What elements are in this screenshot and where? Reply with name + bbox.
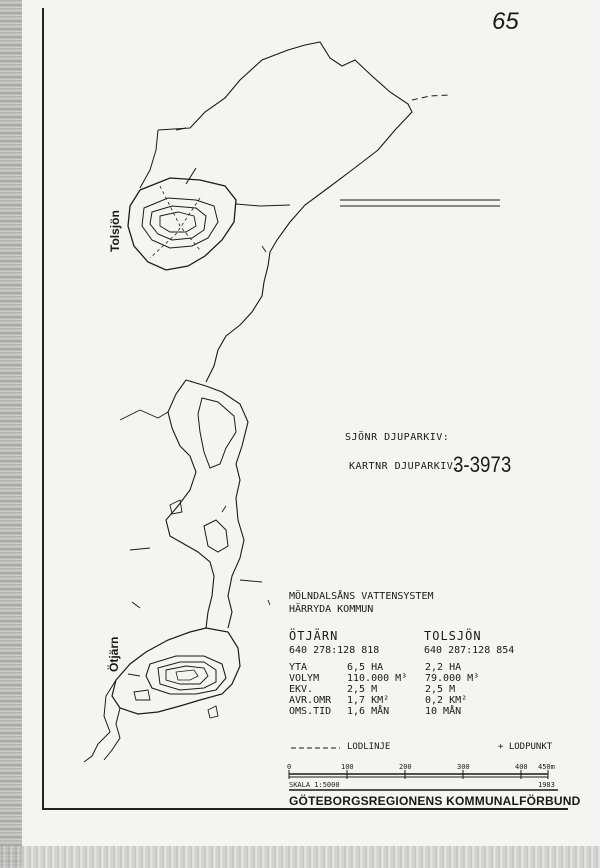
stat-tolsjon: 2,5 M: [425, 684, 456, 695]
scale-year: 1983: [538, 781, 555, 789]
shoreline: [158, 42, 412, 382]
municipality: HÄRRYDA KOMMUN: [289, 604, 374, 615]
tolsjon-lake: [128, 178, 236, 270]
stat-otjarn: 1,7 KM²: [347, 695, 390, 706]
tolsjon-inlet: [186, 168, 196, 184]
table-row: [289, 662, 479, 673]
stat-tolsjon: 79.000 M³: [425, 673, 480, 684]
stat-label: VOLYM: [289, 673, 320, 684]
tolsjon-outlet: [236, 204, 290, 206]
table-row: [289, 695, 479, 706]
tolsjon-outlet-double: [340, 200, 500, 206]
scale-tick-400: 400: [515, 763, 528, 771]
tolsjon-coords: 640 287:128 854: [424, 645, 515, 656]
shoreline-west: [140, 130, 158, 188]
lake-stats-table: [289, 662, 479, 717]
system-name: MÖLNDALSÅNS VATTENSYSTEM: [289, 591, 434, 602]
kartnr-value: 3-3973: [453, 452, 512, 477]
stat-otjarn: 6,5 HA: [347, 662, 384, 673]
page-number: 65: [492, 8, 519, 35]
scale-tick-450: 450m: [538, 763, 555, 771]
table-row: [289, 706, 479, 717]
scale-tick-200: 200: [399, 763, 412, 771]
stat-label: AVR.OMR: [289, 695, 332, 706]
stat-otjarn: 110.000 M³: [347, 673, 408, 684]
middle-ponds: [120, 380, 248, 628]
stat-otjarn: 2,5 M: [347, 684, 378, 695]
shoreline-north: [412, 95, 450, 100]
legend-lodlinje: LODLINJE: [347, 742, 391, 752]
otjarn-coords: 640 278:128 818: [289, 645, 380, 656]
stat-tolsjon: 10 MÅN: [425, 706, 462, 717]
stat-otjarn: 1,6 MÅN: [347, 706, 390, 717]
stat-tolsjon: 0,2 KM²: [425, 695, 468, 706]
tolsjon-map-label: Tolsjön: [108, 210, 122, 252]
table-row: [289, 673, 479, 684]
kartnr-label: KARTNR DJUPARKIV:: [349, 461, 460, 472]
north-stream-bits: [176, 128, 266, 252]
tolsjon-heading: TOLSJÖN: [424, 629, 482, 643]
stat-label: YTA: [289, 662, 308, 673]
scale-tick-100: 100: [341, 763, 354, 771]
scale-tick-300: 300: [457, 763, 470, 771]
stat-label: EKV.: [289, 684, 314, 695]
stat-tolsjon: 2,2 HA: [425, 662, 462, 673]
scale-tick-0: 0: [287, 763, 292, 771]
legend-lodpunkt: + LODPUNKT: [498, 742, 553, 752]
footer-organization: GÖTEBORGSREGIONENS KOMMUNALFÖRBUND: [289, 794, 581, 808]
sjonr-label: SJÖNR DJUPARKIV:: [345, 432, 450, 443]
scale-label: SKALA 1:5000: [289, 781, 340, 789]
otjarn-map-label: Ötjärn: [107, 636, 121, 672]
table-row: [289, 684, 479, 695]
otjarn-heading: ÖTJÄRN: [289, 629, 339, 643]
stat-label: OMS.TID: [289, 706, 332, 717]
system-info: [289, 590, 434, 616]
